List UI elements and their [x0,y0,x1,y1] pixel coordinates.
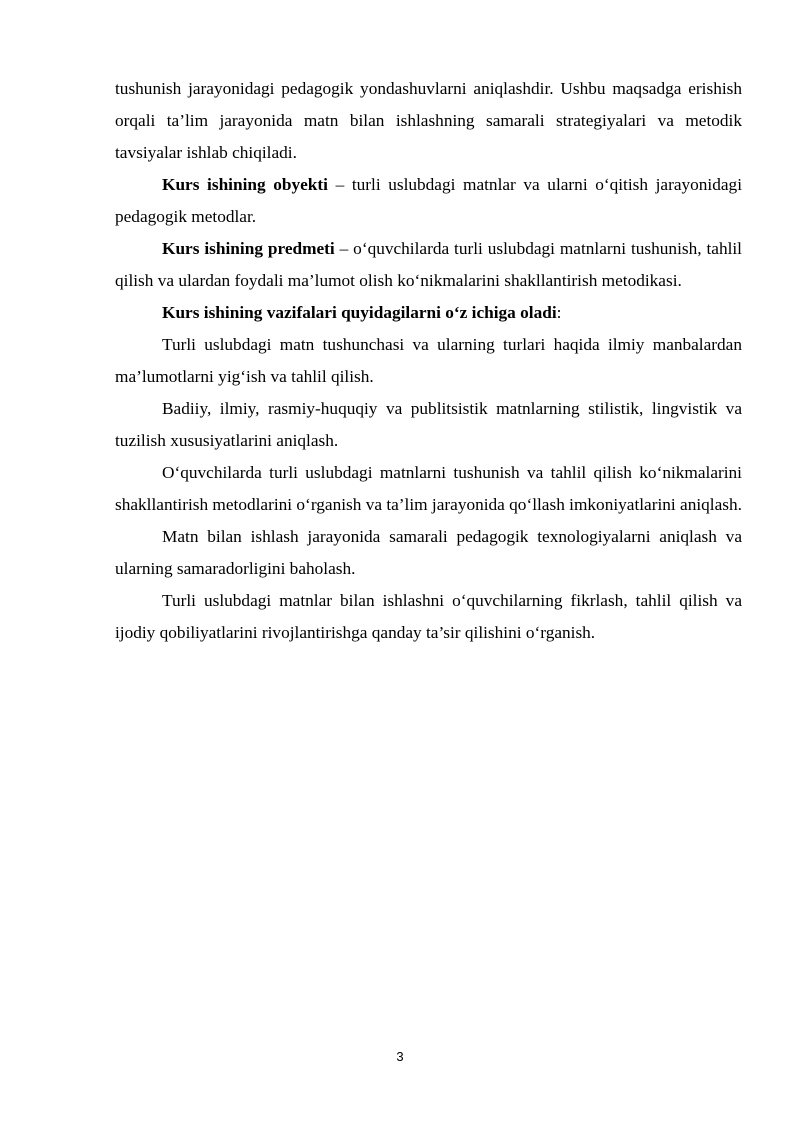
paragraph-tasks-heading [115,297,742,329]
paragraph-task-3: O‘quvchilarda turli uslubdagi matnlarni tushunish va tahlil qilish ko‘nikmalarini shakllantirish metodlarini o‘rganish va ta’lim jarayonida qo‘llash imkoniyatlarini aniqlash. [115,463,742,514]
paragraph-task-1: Turli uslubdagi matn tushunchasi va ularning turlari haqida ilmiy manbalardan ma’lumotlarni yig‘ish va tahlil qilish. [115,335,742,386]
paragraph-subject [115,233,742,297]
paragraph-purpose-continuation: tushunish jarayonidagi pedagogik yondashuvlarni aniqlashdir. Ushbu maqsadga erishish orqali ta’lim jarayonida matn bilan ishlashning samarali strategiyalari va metodik tavsiyalar ishlab chiqiladi. [115,79,742,162]
subject-text: – o‘quvchilarda turli uslubdagi matnlarni tushunish, tahlil qilish va ulardan foydali ma’lumot olish ko‘nikmalarini shakllantirish metodikasi. [115,239,742,290]
tasks-heading: Kurs ishining vazifalari quyidagilarni o‘z ichiga oladi [162,303,557,322]
object-text: – turli uslubdagi matnlar va ularni o‘qitish jarayonidagi pedagogik metodlar. [115,175,742,226]
paragraph-object [115,169,742,233]
document-body [115,73,742,649]
tasks-heading-colon: : [556,303,562,322]
subject-heading: Kurs ishining predmeti [162,239,335,258]
paragraph-task-5: Turli uslubdagi matnlar bilan ishlashni o‘quvchilarning fikrlash, tahlil qilish va ijodiy qobiliyatlarini rivojlantirishga qanday ta’sir qilishini o‘rganish. [115,591,742,642]
paragraph-task-4: Matn bilan ishlash jarayonida samarali pedagogik texnologiyalarni aniqlash va ularning samaradorligini baholash. [115,527,742,578]
object-heading: Kurs ishining obyekti [162,175,328,194]
page-number: 3 [396,1049,404,1064]
paragraph-task-2: Badiiy, ilmiy, rasmiy-huquqiy va publitsistik matnlarning stilistik, lingvistik va tuzilish xususiyatlarini aniqlash. [115,399,742,450]
